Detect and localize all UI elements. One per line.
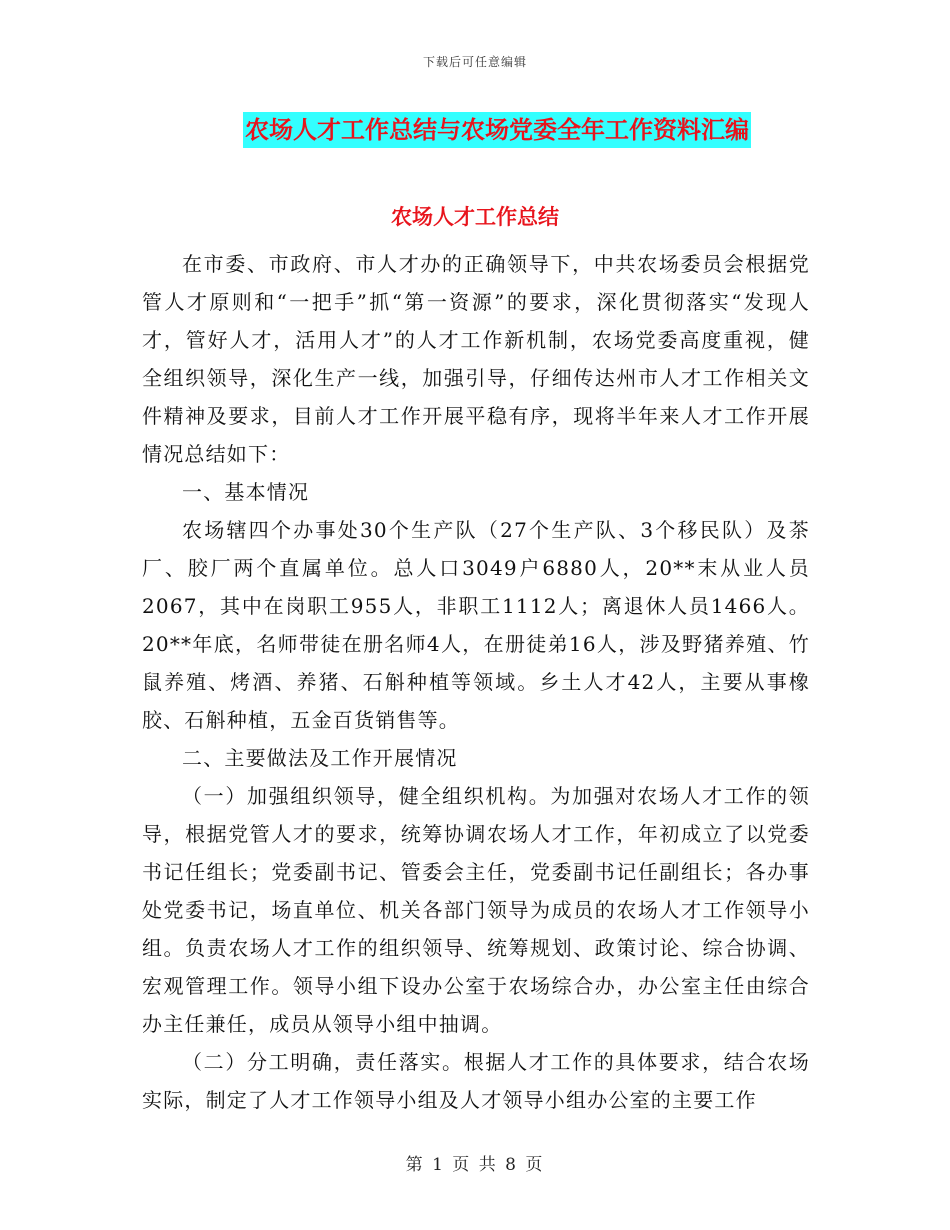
- paragraph-organization: （一）加强组织领导，健全组织机构。为加强对农场人才工作的领导，根据党管人才的要求，统筹协调农场人才工作，年初成立了以党委书记任组长；党委副书记、管委会主任，党委副书记任副组长；各办事处党委书记，场直单位、机关各部门领导为成员的农场人才工作领导小组。负责农场人才工作的组织领导、统筹规划、政策讨论、综合协调、宏观管理工作。领导小组下设办公室于农场综合办，办公室主任由综合办主任兼任，成员从领导小组中抽调。: [142, 784, 810, 1036]
- paragraph-responsibility: （二）分工明确，责任落实。根据人才工作的具体要求，结合农场实际，制定了人才工作领导小组及人才领导小组办公室的主要工作: [142, 1050, 810, 1112]
- section-title: 农场人才工作总结: [391, 205, 559, 229]
- paragraph-intro: 在市委、市政府、市人才办的正确领导下，中共农场委员会根据党管人才原则和“一把手”抓“第一资源”的要求，深化贯彻落实“发现人才，管好人才，活用人才”的人才工作新机制，农场党委高度重视，健全组织领导，深化生产一线，加强引导，仔细传达州市人才工作相关文件精神及要求，目前人才工作开展平稳有序，现将半年来人才工作开展情况总结如下：: [142, 252, 810, 466]
- heading-basic-situation: 一、基本情况: [182, 480, 310, 504]
- heading-main-practices: 二、主要做法及工作开展情况: [182, 746, 458, 770]
- main-title-container: [0, 112, 950, 148]
- page-number-footer: 第 1 页 共 8 页: [405, 1155, 545, 1175]
- paragraph-basic-situation: 农场辖四个办事处30个生产队（27个生产队、3个移民队）及茶厂、胶厂两个直属单位。总人口3049户6880人，20**末从业人员2067，其中在岗职工955人，非职工1112人；离退休人员1466人。20**年底，名师带徒在册名师4人，在册徒弟16人，涉及野猪养殖、竹鼠养殖、烤酒、养猪、石斛种植等领域。乡土人才42人，主要从事橡胶、石斛种植，五金百货销售等。: [142, 518, 810, 732]
- document-title: 农场人才工作总结与农场党委全年工作资料汇编: [243, 112, 751, 148]
- document-body: [142, 245, 810, 1119]
- header-note: 下载后可任意编辑: [422, 55, 527, 69]
